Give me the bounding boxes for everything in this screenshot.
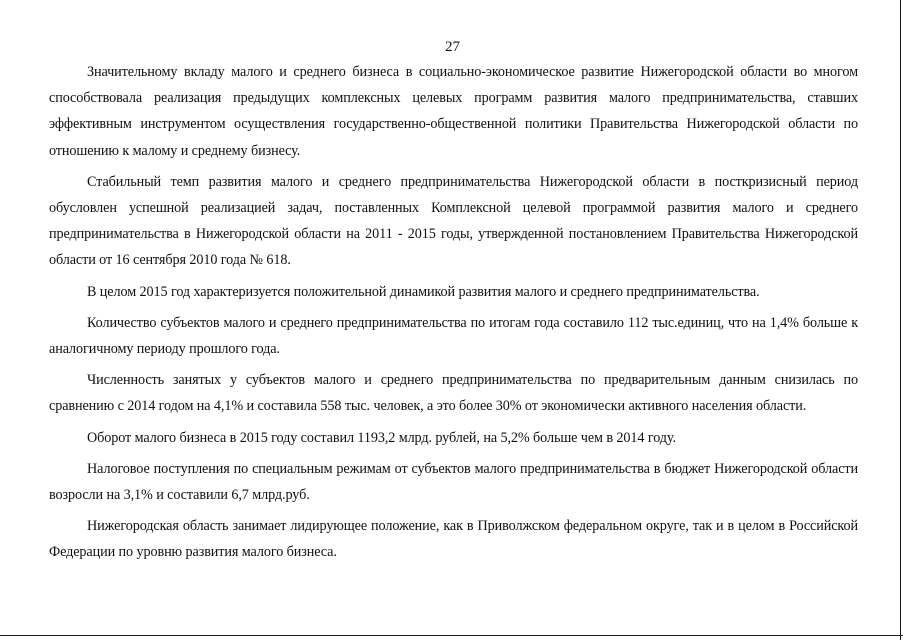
paragraph-7: Налоговое поступления по специальным режимам от субъектов малого предпринимательства в бюджет Нижегородской области возросли на 3,1% и составили 6,7 млрд.руб. [49,460,858,504]
body-text [49,59,858,571]
paragraph-4: Количество субъектов малого и среднего предпринимательства по итогам года составило 112 тыс.единиц, что на 1,4% больше к аналогичному периоду прошлого года. [49,314,858,358]
page-number: 27 [445,39,460,55]
paragraph-5: Численность занятых у субъектов малого и среднего предпринимательства по предварительным данным снизилась по сравнению с 2014 годом на 4,1% и составила 558 тыс. человек, а это более 30% от экономически активного населения области. [49,372,858,415]
paragraph-2: Стабильный темп развития малого и среднего предпринимательства Нижегородской области в посткризисный период обусловлен успешной реализацией задач, поставленных Комплексной целевой программой развития малого и среднего предпринимательства в Нижегородской области на 2011 - 2015 годы, утвержденной постановлением Правительства Нижегородской области от 16 сентября 2010 года № 618. [49,173,858,269]
page-border-right [900,0,901,640]
paragraph-6: Оборот малого бизнеса в 2015 году составил 1193,2 млрд. рублей, на 5,2% больше чем в 2014 году. [87,429,676,446]
page-border-bottom [0,635,903,636]
paragraph-1: Значительному вкладу малого и среднего бизнеса в социально-экономическое развитие Нижегородской области во многом способствовала реализация предыдущих комплексных целевых программ развития малого предпринимательства, ставших эффективным инструментом осуществления государственно-общественной политики Правительства Нижегородской области по отношению к малому и среднему бизнесу. [49,64,858,159]
paragraph-3: В целом 2015 год характеризуется положительной динамикой развития малого и среднего предпринимательства. [87,283,760,300]
paragraph-8: Нижегородская область занимает лидирующее положение, как в Приволжском федеральном округе, так и в целом в Российской Федерации по уровню развития малого бизнеса. [49,518,858,561]
